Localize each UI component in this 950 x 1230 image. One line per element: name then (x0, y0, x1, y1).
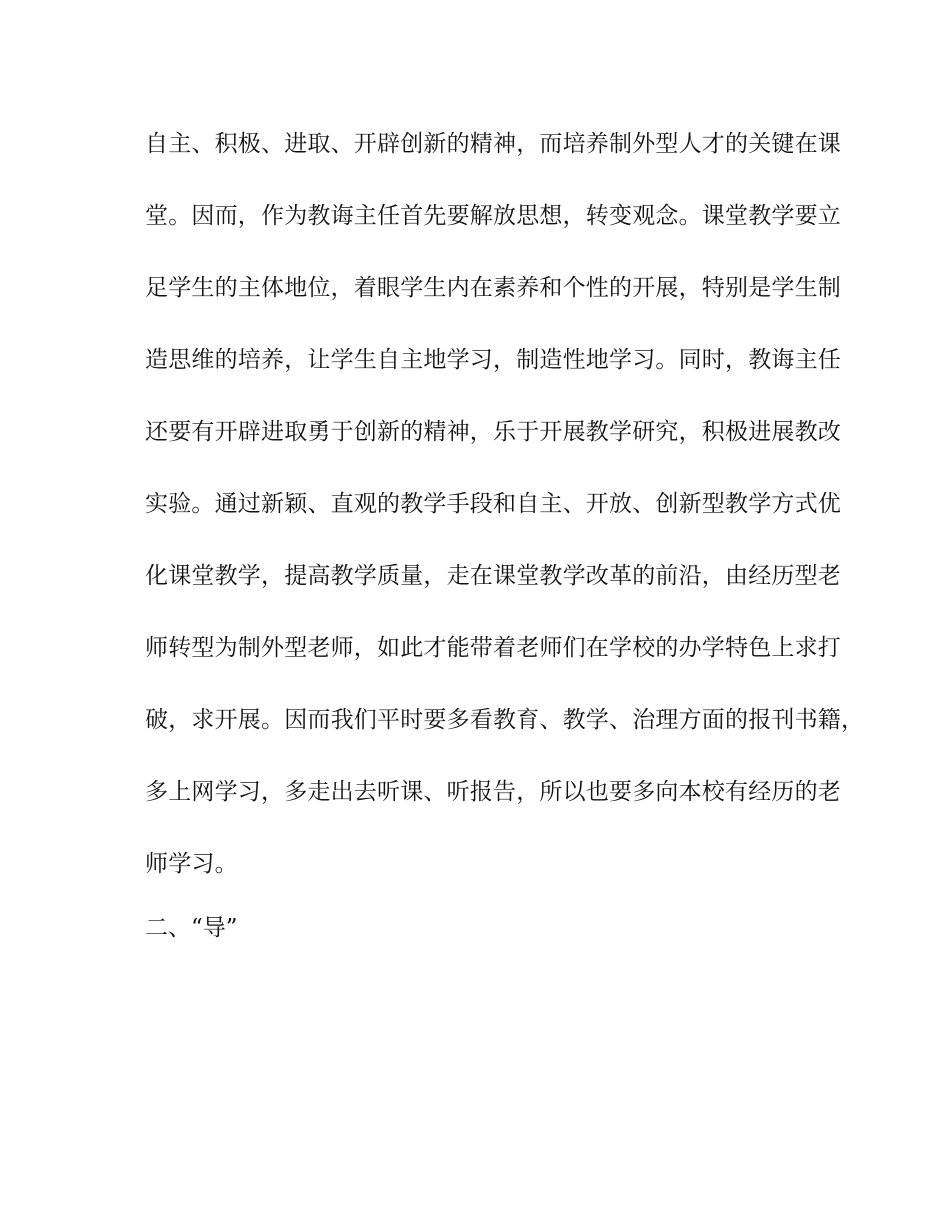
text-line-9: 破，求开展。因而我们平时要多看教育、教学、治理方面的报刊书籍， (145, 707, 865, 733)
text-line-7: 化课堂教学，提高教学质量，走在课堂教学改革的前沿，由经历型老 (145, 563, 841, 589)
section-heading: 二、“导” (145, 915, 238, 941)
body-text (145, 122, 865, 950)
text-line-1: 自主、积极、进取、开辟创新的精神，而培养制外型人才的关键在课 (145, 131, 841, 157)
text-line-3: 足学生的主体地位，着眼学生内在素养和个性的开展，特别是学生制 (145, 275, 841, 301)
text-line-5: 还要有开辟进取勇于创新的精神，乐于开展教学研究，积极进展教改 (145, 419, 841, 445)
text-line-6: 实验。通过新颖、直观的教学手段和自主、开放、创新型教学方式优 (145, 491, 841, 517)
text-line-8: 师转型为制外型老师，如此才能带着老师们在学校的办学特色上求打 (145, 635, 841, 661)
text-line-2: 堂。因而，作为教诲主任首先要解放思想，转变观念。课堂教学要立 (145, 203, 841, 229)
text-line-4: 造思维的培养，让学生自主地学习，制造性地学习。同时，教诲主任 (145, 347, 841, 373)
text-line-11: 师学习。 (145, 851, 238, 877)
text-line-10: 多上网学习，多走出去听课、听报告，所以也要多向本校有经历的老 (145, 779, 841, 805)
